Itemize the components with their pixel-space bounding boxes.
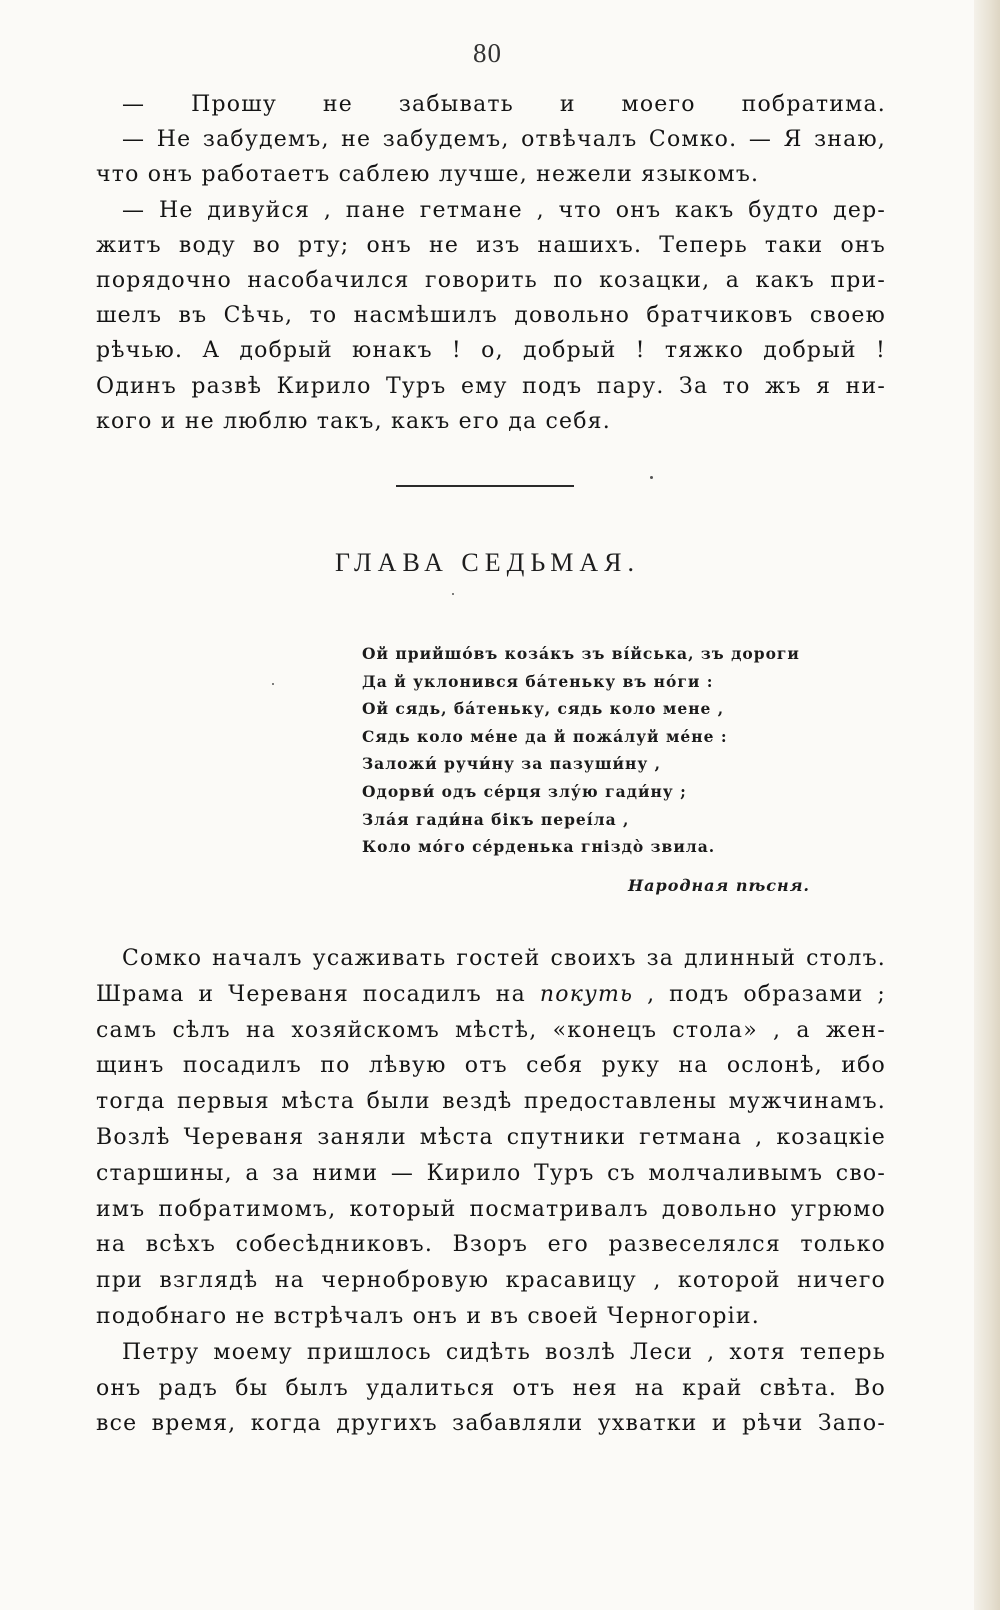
text-line: на всѣхъ собесѣдниковъ. Взоръ его развеселялся только xyxy=(96,1232,886,1258)
text-span: Шрама и Череваня посадилъ на xyxy=(96,981,540,1007)
text-line: житъ воду во рту; онъ не изъ нашихъ. Теперь таки онъ xyxy=(96,232,886,258)
narrative-text-block xyxy=(96,941,886,1442)
epigraph-line: Коло мо́го се́рденька гніздо̀ звила. xyxy=(362,837,716,857)
text-line: все время, когда другихъ забавляли ухватки и рѣчи Запо- xyxy=(96,1411,886,1437)
text-line: — Не забудемъ, не забудемъ, отвѣчалъ Сомко. — Я знаю, xyxy=(122,127,886,153)
text-line: рѣчью. А добрый юнакъ ! о, добрый ! тяжко добрый ! xyxy=(96,338,886,364)
epigraph xyxy=(362,640,822,861)
text-line: Сомко началъ усаживать гостей своихъ за длинный столъ. xyxy=(122,946,886,971)
epigraph-line: Зла́я гади́на бікъ переі́ла , xyxy=(362,809,630,829)
print-speck xyxy=(650,476,653,479)
section-divider xyxy=(396,485,574,487)
text-line: что онъ работаетъ саблею лучше, нежели языкомъ. xyxy=(96,162,760,188)
epigraph-line: Ой прийшо́въ коза́къ зъ ві́йська, зъ дороги xyxy=(362,644,800,663)
epigraph-attribution: Народная пѣсня. xyxy=(628,876,810,895)
emphasized-word: покуть xyxy=(539,981,634,1007)
text-line: онъ радъ бы былъ удалиться отъ нея на край свѣта. Во xyxy=(96,1375,886,1401)
text-line: порядочно насобачился говорить по козацки, а какъ при- xyxy=(96,267,886,293)
text-line: самъ сѣлъ на хозяйскомъ мѣстѣ, «конецъ стола» , а жен- xyxy=(96,1017,886,1043)
text-line: старшины, а за ними — Кирило Туръ съ молчаливымъ сво- xyxy=(96,1160,886,1186)
text-line: Петру моему пришлось сидѣть возлѣ Леси , хотя теперь xyxy=(122,1339,886,1365)
print-speck xyxy=(452,593,454,595)
text-line: Одинъ развѣ Кирило Туръ ему подъ пару. За то жъ я ни- xyxy=(96,373,886,399)
print-speck xyxy=(272,683,274,685)
text-span: , подъ образами ; xyxy=(633,981,886,1007)
dialogue-text-block xyxy=(96,87,886,439)
epigraph-line: Да й уклонився ба́теньку въ но́ги : xyxy=(362,671,714,691)
text-line: при взглядѣ на чернобровую красавицу , которой ничего xyxy=(96,1268,886,1294)
text-line: кого и не люблю такъ, какъ его да себя. xyxy=(96,408,611,434)
text-line: имъ побратимомъ, который посматривалъ довольно угрюмо xyxy=(96,1196,886,1222)
text-line: шелъ въ Сѣчь, то насмѣшилъ довольно братчиковъ своею xyxy=(96,303,886,329)
text-line: — Прошу не забывать и моего побратима. xyxy=(122,92,886,117)
text-line xyxy=(96,977,886,1013)
text-line: Возлѣ Череваня заняли мѣста спутники гетмана , козацкіе xyxy=(96,1124,886,1150)
epigraph-line: Заложи́ ручи́ну за пазуши́ну , xyxy=(362,754,662,774)
page-number: 80 xyxy=(473,38,502,68)
epigraph-line: Сядь коло ме́не да й пожа́луй ме́не : xyxy=(362,726,728,746)
epigraph-line: Ой сядь, ба́теньку, сядь коло мене , xyxy=(362,699,725,719)
text-line: тогда первыя мѣста были вездѣ предоставлены мужчинамъ. xyxy=(96,1089,886,1115)
text-line: щинъ посадилъ по лѣвую отъ себя руку на ослонѣ, ибо xyxy=(96,1053,886,1079)
chapter-title: ГЛАВА СЕДЬМАЯ. xyxy=(334,548,641,577)
page-edge-shadow xyxy=(974,0,1000,1610)
epigraph-line: Одорви́ одъ се́рця злу́ю гади́ну ; xyxy=(362,781,687,801)
text-line: подобнаго не встрѣчалъ онъ и въ своей Черногоріи. xyxy=(96,1303,760,1329)
text-line: — Не дивуйся , пане гетмане , что онъ какъ будто дер- xyxy=(122,197,886,223)
